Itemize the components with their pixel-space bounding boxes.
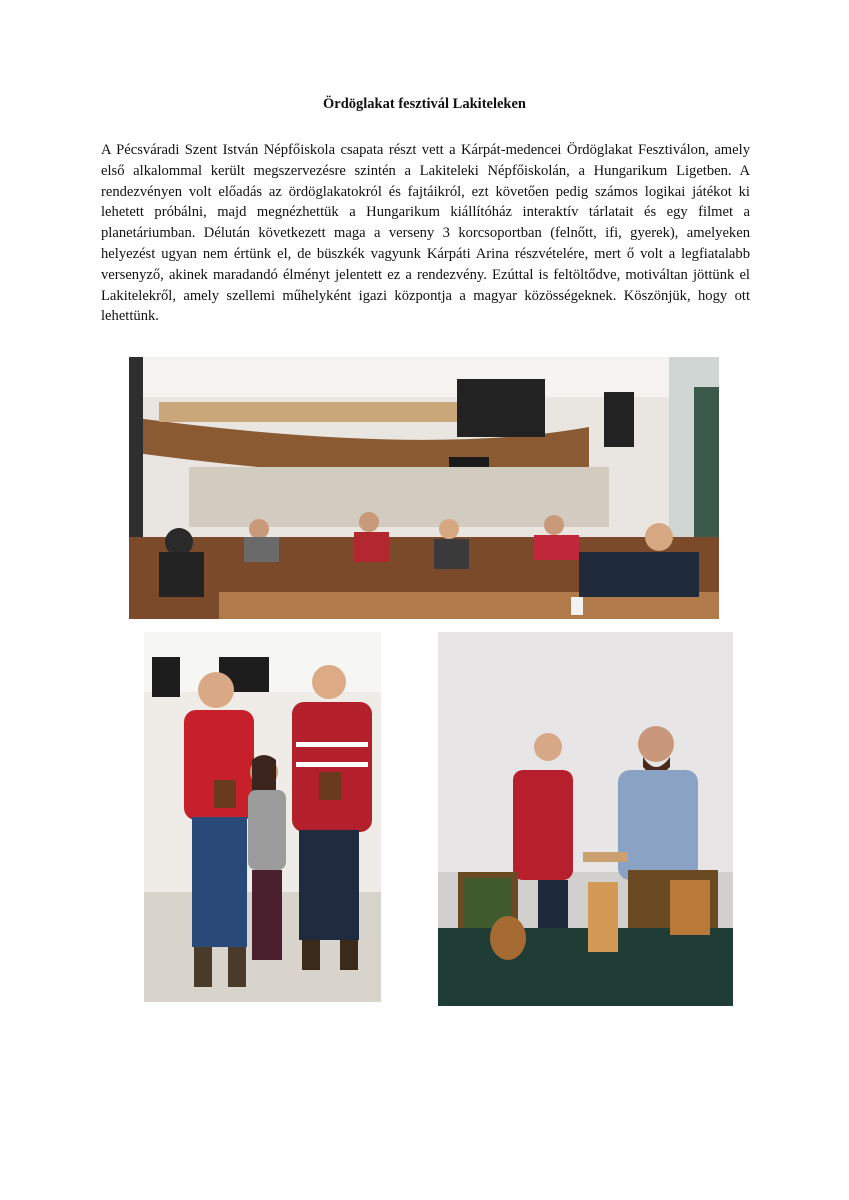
photo-auditorium-image: [129, 357, 719, 619]
body-paragraph: A Pécsváradi Szent István Népfőiskola csapata részt vett a Kárpát-medencei Ördöglakat Fesztiválon, amely első alkalommal került megszervezésre szintén a Lakiteleki Népfőiskolán, a Hungarikum Ligetben. A rendezvényen volt előadás az ördöglakatokról és fajtáikról, ezt követően pedig számos logikai játékot ki lehetett próbálni, majd megnézhettük a Hungarikum kiállítóház interaktív tárlatait és egy filmet a planetáriumban. Délután következett maga a verseny 3 korcsoportban (felnőtt, ifi, gyerek), amelyeken helyezést ugyan nem értünk el, de büszkék vagyunk Kárpáti Arina részvételére, mert ő volt a legfiatalabb versenyző, akinek maradandó élményt jelentett ez a rendezvény. Ezúttal is feltöltődve, motiváltan jöttünk el Lakitelekről, amely szellemi műhelyként igazi központja a magyar közösségeknek. Köszönjük, hogy ott lehettünk.: [101, 142, 750, 325]
photo-auditorium: [129, 357, 719, 619]
photo-handshake: [438, 632, 733, 1006]
photo-handshake-image: [438, 632, 733, 1006]
page-title: Ördöglakat fesztivál Lakiteleken: [323, 96, 526, 112]
photo-trio: [144, 632, 381, 1002]
photo-trio-image: [144, 632, 381, 1002]
